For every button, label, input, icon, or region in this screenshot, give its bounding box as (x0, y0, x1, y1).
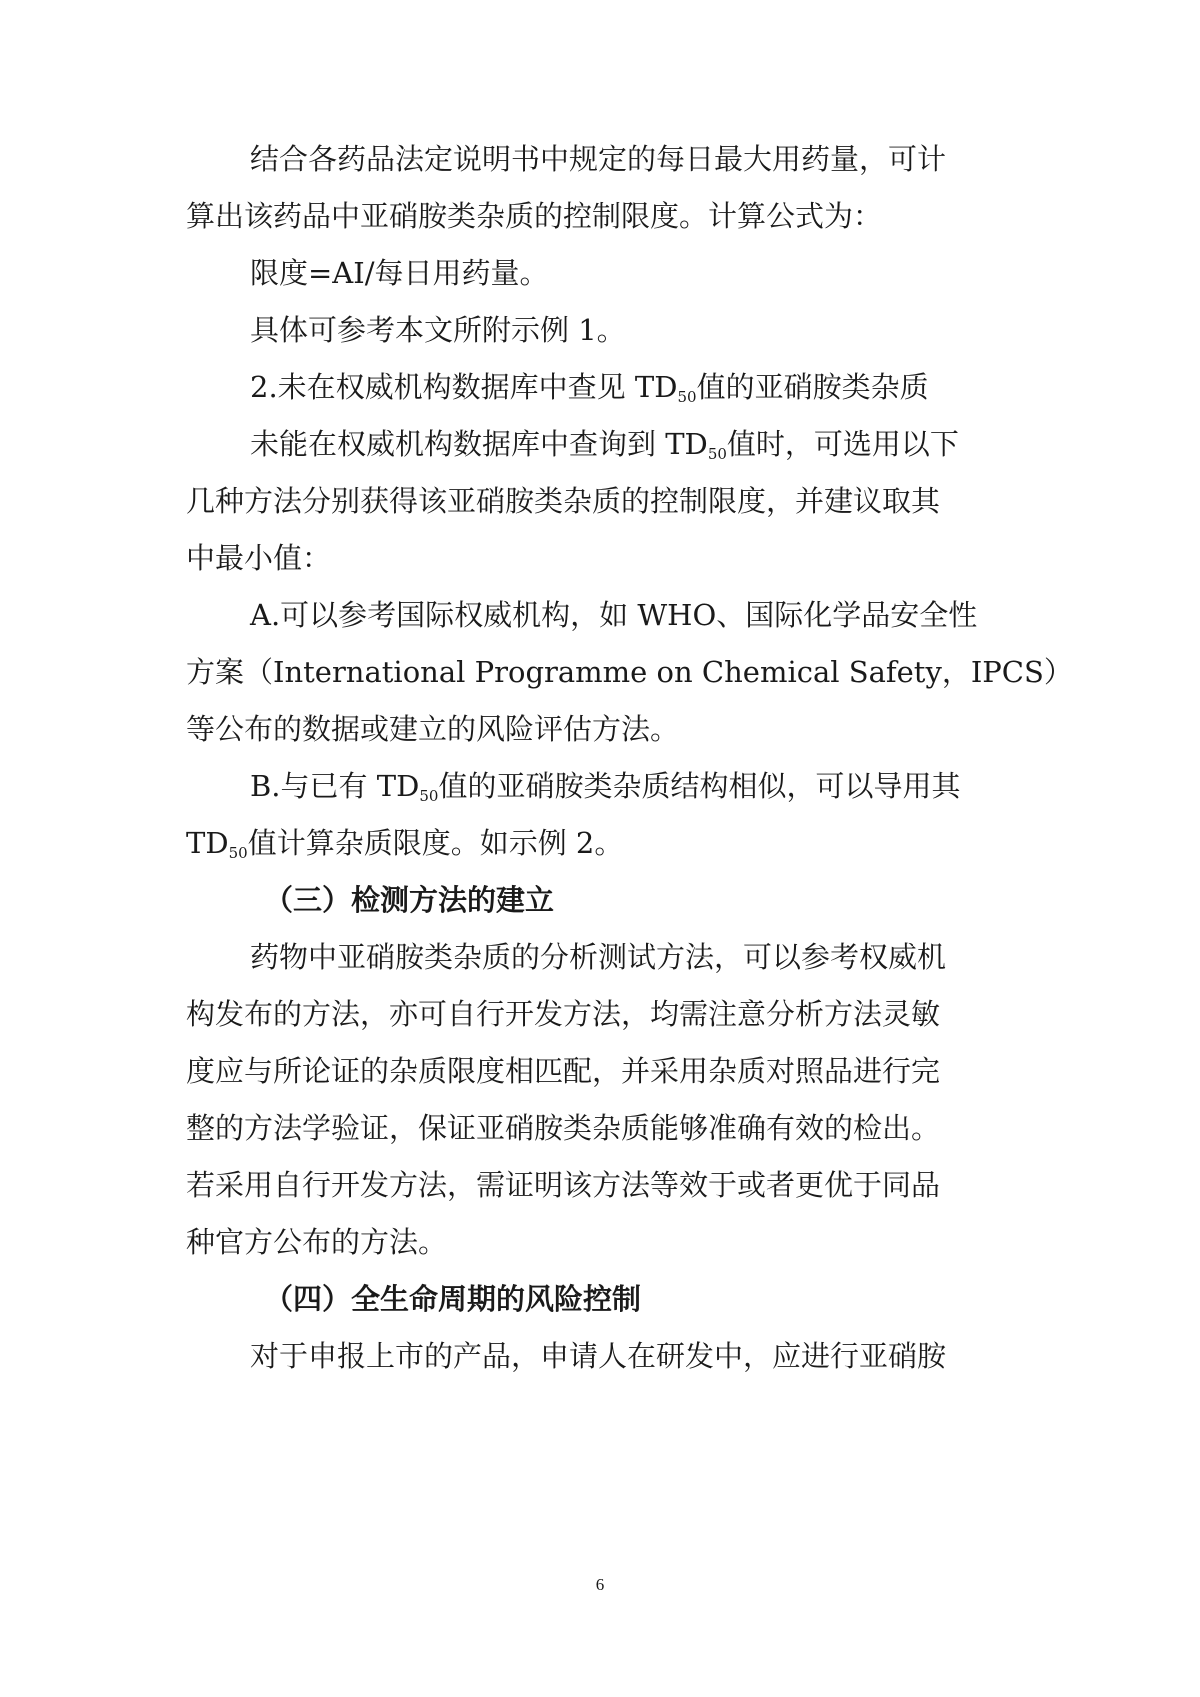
paragraph-line: 等公布的数据或建立的风险评估方法。 (186, 712, 680, 746)
text-segment: B.与已有 TD (250, 769, 420, 803)
text-segment: 值的亚硝胺类杂质结构相似，可以导用其 (438, 769, 961, 803)
subscript: 50 (419, 787, 439, 805)
text-segment: 值计算杂质限度。如示例 2。 (247, 826, 624, 860)
subscript: 50 (677, 388, 697, 406)
paragraph-line: 算出该药品中亚硝胺类杂质的控制限度。计算公式为： (186, 199, 883, 233)
paragraph-line: A.可以参考国际权威机构，如 WHO、国际化学品安全性 (250, 598, 978, 632)
paragraph-line: 具体可参考本文所附示例 1。 (250, 313, 626, 347)
paragraph-line (250, 424, 959, 474)
text-segment: 值时，可选用以下 (726, 427, 959, 461)
paragraph-line (186, 823, 623, 873)
text-segment: 值的亚硝胺类杂质 (696, 370, 929, 404)
paragraph-line: 对于申报上市的产品，申请人在研发中，应进行亚硝胺 (250, 1339, 947, 1373)
paragraph-line: 药物中亚硝胺类杂质的分析测试方法，可以参考权威机 (250, 940, 947, 974)
paragraph-line: 种官方公布的方法。 (186, 1225, 448, 1259)
page-number: 6 (595, 1575, 605, 1594)
section-heading: （三）检测方法的建立 (264, 883, 555, 917)
paragraph-line: 几种方法分别获得该亚硝胺类杂质的控制限度，并建议取其 (186, 484, 941, 518)
paragraph-line: 构发布的方法，亦可自行开发方法，均需注意分析方法灵敏 (186, 997, 941, 1031)
subscript: 50 (228, 844, 248, 862)
paragraph-line: 中最小值： (186, 541, 332, 575)
paragraph-line: 方案（International Programme on Chemical Safety，IPCS） (186, 655, 1073, 689)
text-segment: TD (186, 826, 229, 860)
formula-line: 限度=AI/每日用药量。 (250, 256, 549, 290)
paragraph-line: 若采用自行开发方法，需证明该方法等效于或者更优于同品 (186, 1168, 941, 1202)
text-segment: 未能在权威机构数据库中查询到 TD (250, 427, 708, 461)
paragraph-line: 整的方法学验证，保证亚硝胺类杂质能够准确有效的检出。 (186, 1111, 941, 1145)
text-segment: 2.未在权威机构数据库中查见 TD (250, 370, 678, 404)
subscript: 50 (707, 445, 727, 463)
subsection-title (250, 367, 929, 417)
section-heading: （四）全生命周期的风险控制 (264, 1282, 642, 1316)
paragraph-line (250, 766, 960, 816)
paragraph-line: 度应与所论证的杂质限度相匹配，并采用杂质对照品进行完 (186, 1054, 941, 1088)
paragraph-line: 结合各药品法定说明书中规定的每日最大用药量，可计 (250, 142, 947, 176)
